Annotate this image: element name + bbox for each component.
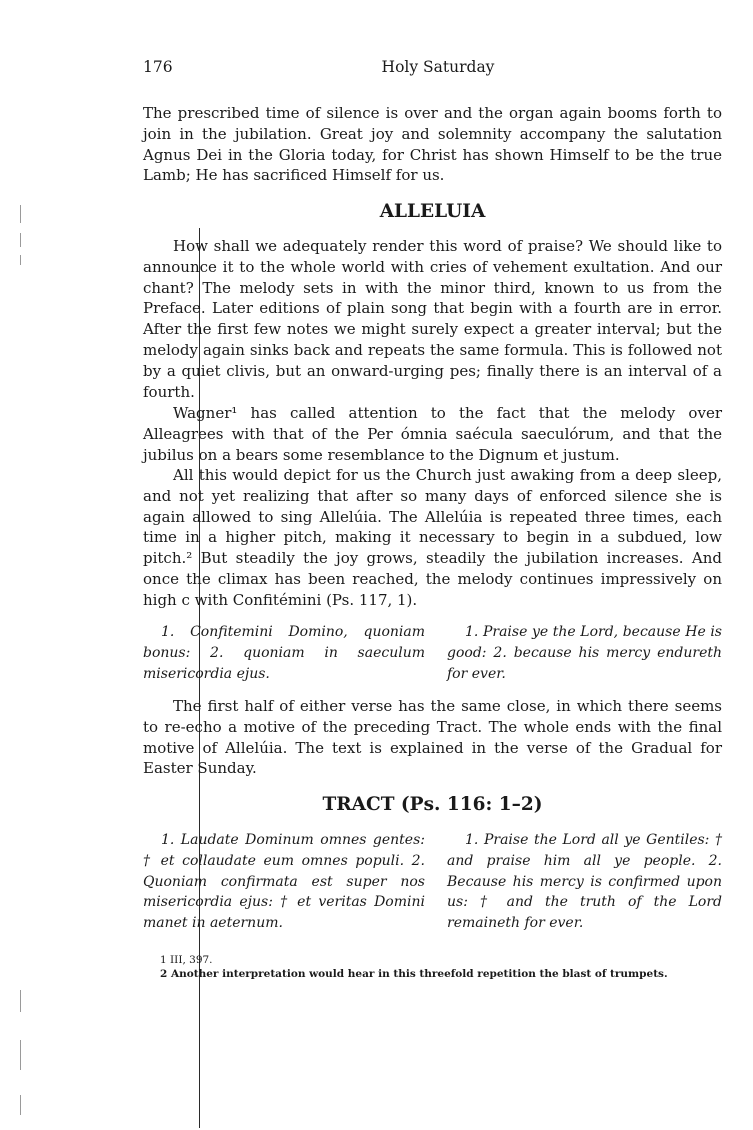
margin-mark xyxy=(20,205,21,223)
alleluia-english-verse: 1. Praise ye the Lord, because He is good: 2. because his mercy endureth for ever. xyxy=(447,624,722,682)
intro-paragraph: The prescribed time of silence is over and the organ again booms forth to join in the jubilation. Great joy and solemnity accompany the salutation Agnus Dei in the Gloria today, for Christ has shown Himself to be the true Lamb; He has sacrificed Himself for us. xyxy=(143,104,722,185)
alleluia-paragraph-2: Wagner¹ has called attention to the fact that the melody over Alleagrees with that of the Per ómnia saécula saeculórum, and that the jubilus on a bears some resemblance to the Dignum et justum. xyxy=(143,404,722,464)
alleluia-heading: ALLELUIA xyxy=(379,201,486,222)
alleluia-latin-verse: 1. Confitemini Domino, quoniam bonus: 2. quoniam in saeculum misericordia ejus. xyxy=(143,624,425,682)
margin-mark xyxy=(20,255,21,265)
footnote-2: 2 Another interpretation would hear in this threefold repetition the blast of trumpets. xyxy=(160,968,668,980)
tract-latin-verse: 1. Laudate Dominum omnes gentes: † et collaudate eum omnes populi. 2. Quoniam confirmata est super nos misericordia ejus: † et veritas Domini manet in aeternum. xyxy=(143,832,425,932)
footnote-1: 1 III, 397. xyxy=(160,954,213,966)
running-title: Holy Saturday xyxy=(381,58,495,76)
page-number: 176 xyxy=(143,58,173,76)
margin-mark xyxy=(20,990,21,1012)
alleluia-paragraph-1: How shall we adequately render this word of praise? We should like to announce it to the whole world with cries of vehement exultation. And our chant? The melody sets in with the minor third, known to us from the Preface. Later editions of plain song that begin with a fourth are in error. After the first few notes we might surely expect a greater interval; but the melody again sinks back and repeats the same formula. This is followed not by a quiet clivis, but an onward-urging pes; finally there is an interval of a fourth. xyxy=(143,237,722,401)
tract-english-verse: 1. Praise the Lord all ye Gentiles: † and praise him all ye people. 2. Because his mercy is confirmed upon us: † and the truth of the Lord remaineth for ever. xyxy=(447,832,722,932)
margin-mark xyxy=(20,1095,21,1115)
alleluia-paragraph-3: All this would depict for us the Church just awaking from a deep sleep, and not yet realizing that after so many days of enforced silence she is again allowed to sing Allelúia. The Allelúia is repeated three times, each time in a higher pitch, making it necessary to begin in a subdued, low pitch.² But steadily the joy grows, steadily the jubilation increases. And once the climax has been reached, the melody continues impressively on high c with Confitémini (Ps. 117, 1). xyxy=(143,466,722,609)
margin-mark xyxy=(20,1040,21,1070)
alleluia-paragraph-4: The first half of either verse has the same close, in which there seems to re-echo a motive of the preceding Tract. The whole ends with the final motive of Allelúia. The text is explained in the verse of the Gradual for Easter Sunday. xyxy=(143,697,722,778)
tract-heading: TRACT (Ps. 116: 1–2) xyxy=(322,794,543,815)
page-header xyxy=(143,58,723,80)
margin-mark xyxy=(20,233,21,247)
